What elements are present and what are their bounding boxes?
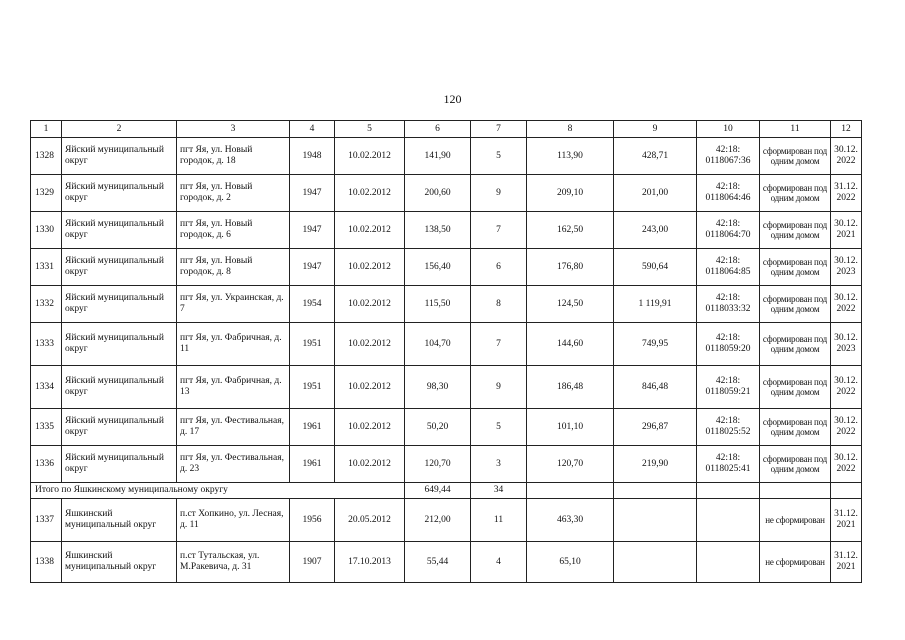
cell-area-3: 428,71	[614, 138, 697, 175]
table-row	[31, 366, 862, 409]
cell-people: 4	[471, 542, 527, 583]
cell-deadline: 30.12. 2022	[831, 409, 862, 446]
table-row	[31, 323, 862, 366]
cell-deadline: 31.12. 2022	[831, 175, 862, 212]
cell-district: Яшкинский муниципальный округ	[62, 499, 177, 542]
cell-people: 7	[471, 323, 527, 366]
table-row	[31, 212, 862, 249]
cell-area-3: 846,48	[614, 366, 697, 409]
total-empty-cell	[831, 483, 862, 499]
cell-district: Яйский муниципальный округ	[62, 286, 177, 323]
cell-year: 1948	[290, 138, 335, 175]
cell-area-total: 156,40	[405, 249, 471, 286]
cell-cadastral	[697, 499, 760, 542]
cell-row-number: 1331	[31, 249, 62, 286]
cell-area-total: 138,50	[405, 212, 471, 249]
cell-district: Яйский муниципальный округ	[62, 212, 177, 249]
column-header: 3	[177, 121, 290, 138]
cell-row-number: 1337	[31, 499, 62, 542]
cell-address: пгт Яя, ул. Фабричная, д. 11	[177, 323, 290, 366]
cell-deadline: 30.12. 2023	[831, 323, 862, 366]
cell-area-total: 50,20	[405, 409, 471, 446]
cell-address: п.ст Тутальская, ул. М.Ракевича, д. 31	[177, 542, 290, 583]
cell-area-total: 55,44	[405, 542, 471, 583]
cell-area-total: 120,70	[405, 446, 471, 483]
total-people: 34	[471, 483, 527, 499]
cell-people: 3	[471, 446, 527, 483]
column-header: 10	[697, 121, 760, 138]
cell-district: Яйский муниципальный округ	[62, 249, 177, 286]
column-header: 6	[405, 121, 471, 138]
cell-row-number: 1338	[31, 542, 62, 583]
cell-area-2: 120,70	[527, 446, 614, 483]
cell-people: 9	[471, 366, 527, 409]
cell-area-2: 186,48	[527, 366, 614, 409]
cell-district: Яйский муниципальный округ	[62, 323, 177, 366]
cell-year: 1907	[290, 542, 335, 583]
column-header: 7	[471, 121, 527, 138]
cell-status: сформирован под одним домом	[760, 366, 831, 409]
cell-area-3: 749,95	[614, 323, 697, 366]
cell-status: сформирован под одним домом	[760, 138, 831, 175]
cell-year: 1951	[290, 366, 335, 409]
cell-row-number: 1334	[31, 366, 62, 409]
cell-status: не сформирован	[760, 542, 831, 583]
cell-status: сформирован под одним домом	[760, 286, 831, 323]
housing-table	[30, 120, 862, 583]
cell-area-3: 590,64	[614, 249, 697, 286]
table-row	[31, 499, 862, 542]
cell-status: сформирован под одним домом	[760, 446, 831, 483]
cell-date: 10.02.2012	[335, 409, 405, 446]
cell-row-number: 1329	[31, 175, 62, 212]
cell-year: 1961	[290, 409, 335, 446]
cell-deadline: 31.12. 2021	[831, 542, 862, 583]
column-header: 4	[290, 121, 335, 138]
column-header: 1	[31, 121, 62, 138]
cell-area-3	[614, 499, 697, 542]
cell-district: Яйский муниципальный округ	[62, 175, 177, 212]
table-row	[31, 286, 862, 323]
cell-area-2: 65,10	[527, 542, 614, 583]
cell-address: пгт Яя, ул. Новый городок, д. 2	[177, 175, 290, 212]
cell-address: пгт Яя, ул. Фестивальная, д. 23	[177, 446, 290, 483]
cell-year: 1956	[290, 499, 335, 542]
cell-area-3	[614, 542, 697, 583]
total-row	[31, 483, 862, 499]
table-row	[31, 175, 862, 212]
cell-area-3: 296,87	[614, 409, 697, 446]
cell-deadline: 31.12. 2021	[831, 499, 862, 542]
cell-district: Яйский муниципальный округ	[62, 138, 177, 175]
column-header: 5	[335, 121, 405, 138]
cell-row-number: 1332	[31, 286, 62, 323]
cell-status: сформирован под одним домом	[760, 175, 831, 212]
cell-area-2: 176,80	[527, 249, 614, 286]
cell-area-3: 219,90	[614, 446, 697, 483]
column-header: 9	[614, 121, 697, 138]
cell-date: 10.02.2012	[335, 212, 405, 249]
cell-deadline: 30.12. 2021	[831, 212, 862, 249]
cell-area-2: 113,90	[527, 138, 614, 175]
cell-year: 1947	[290, 212, 335, 249]
cell-area-total: 200,60	[405, 175, 471, 212]
cell-people: 8	[471, 286, 527, 323]
cell-deadline: 30.12. 2022	[831, 138, 862, 175]
cell-people: 5	[471, 138, 527, 175]
cell-date: 10.02.2012	[335, 175, 405, 212]
cell-status: сформирован под одним домом	[760, 409, 831, 446]
cell-cadastral: 42:18: 0118033:32	[697, 286, 760, 323]
cell-area-2: 101,10	[527, 409, 614, 446]
table-row	[31, 249, 862, 286]
cell-row-number: 1330	[31, 212, 62, 249]
cell-people: 11	[471, 499, 527, 542]
cell-cadastral	[697, 542, 760, 583]
cell-cadastral: 42:18: 0118064:85	[697, 249, 760, 286]
cell-address: пгт Яя, ул. Новый городок, д. 6	[177, 212, 290, 249]
cell-year: 1951	[290, 323, 335, 366]
cell-date: 10.02.2012	[335, 366, 405, 409]
cell-date: 10.02.2012	[335, 446, 405, 483]
cell-area-total: 212,00	[405, 499, 471, 542]
cell-row-number: 1333	[31, 323, 62, 366]
cell-area-2: 463,30	[527, 499, 614, 542]
cell-address: пгт Яя, ул. Украинская, д. 7	[177, 286, 290, 323]
total-empty-cell	[697, 483, 760, 499]
cell-area-2: 124,50	[527, 286, 614, 323]
cell-district: Яйский муниципальный округ	[62, 409, 177, 446]
cell-year: 1961	[290, 446, 335, 483]
cell-status: сформирован под одним домом	[760, 249, 831, 286]
cell-deadline: 30.12. 2022	[831, 366, 862, 409]
cell-cadastral: 42:18: 0118025:52	[697, 409, 760, 446]
cell-date: 17.10.2013	[335, 542, 405, 583]
cell-area-total: 104,70	[405, 323, 471, 366]
total-label: Итого по Яшкинскому муниципальному округу	[31, 483, 405, 499]
cell-area-2: 209,10	[527, 175, 614, 212]
cell-area-3: 1 119,91	[614, 286, 697, 323]
cell-deadline: 30.12. 2022	[831, 446, 862, 483]
cell-cadastral: 42:18: 0118059:20	[697, 323, 760, 366]
cell-people: 9	[471, 175, 527, 212]
cell-cadastral: 42:18: 0118025:41	[697, 446, 760, 483]
cell-date: 10.02.2012	[335, 249, 405, 286]
cell-year: 1947	[290, 249, 335, 286]
cell-date: 10.02.2012	[335, 323, 405, 366]
cell-status: сформирован под одним домом	[760, 323, 831, 366]
cell-date: 10.02.2012	[335, 286, 405, 323]
total-area: 649,44	[405, 483, 471, 499]
column-header: 11	[760, 121, 831, 138]
cell-cadastral: 42:18: 0118067:36	[697, 138, 760, 175]
cell-area-total: 115,50	[405, 286, 471, 323]
cell-date: 10.02.2012	[335, 138, 405, 175]
cell-area-3: 243,00	[614, 212, 697, 249]
cell-area-3: 201,00	[614, 175, 697, 212]
cell-cadastral: 42:18: 0118064:70	[697, 212, 760, 249]
cell-area-total: 141,90	[405, 138, 471, 175]
table-row	[31, 542, 862, 583]
table-row	[31, 446, 862, 483]
cell-deadline: 30.12. 2022	[831, 286, 862, 323]
cell-area-total: 98,30	[405, 366, 471, 409]
cell-people: 5	[471, 409, 527, 446]
cell-address: пгт Яя, ул. Фестивальная, д. 17	[177, 409, 290, 446]
column-header: 12	[831, 121, 862, 138]
total-empty-cell	[614, 483, 697, 499]
cell-status: сформирован под одним домом	[760, 212, 831, 249]
cell-district: Яшкинский муниципальный округ	[62, 542, 177, 583]
cell-year: 1954	[290, 286, 335, 323]
cell-area-2: 162,50	[527, 212, 614, 249]
cell-row-number: 1336	[31, 446, 62, 483]
cell-year: 1947	[290, 175, 335, 212]
table-row	[31, 409, 862, 446]
column-header: 8	[527, 121, 614, 138]
table-header-row	[31, 121, 862, 138]
cell-district: Яйский муниципальный округ	[62, 366, 177, 409]
cell-area-2: 144,60	[527, 323, 614, 366]
total-empty-cell	[527, 483, 614, 499]
total-empty-cell	[760, 483, 831, 499]
cell-people: 6	[471, 249, 527, 286]
cell-deadline: 30.12. 2023	[831, 249, 862, 286]
table-row	[31, 138, 862, 175]
cell-row-number: 1328	[31, 138, 62, 175]
cell-cadastral: 42:18: 0118064:46	[697, 175, 760, 212]
page-number: 120	[443, 92, 462, 106]
cell-people: 7	[471, 212, 527, 249]
cell-address: пгт Яя, ул. Фабричная, д. 13	[177, 366, 290, 409]
cell-row-number: 1335	[31, 409, 62, 446]
cell-cadastral: 42:18: 0118059:21	[697, 366, 760, 409]
cell-district: Яйский муниципальный округ	[62, 446, 177, 483]
cell-date: 20.05.2012	[335, 499, 405, 542]
column-header: 2	[62, 121, 177, 138]
cell-address: п.ст Хопкино, ул. Лесная, д. 11	[177, 499, 290, 542]
cell-address: пгт Яя, ул. Новый городок, д. 18	[177, 138, 290, 175]
cell-status: не сформирован	[760, 499, 831, 542]
cell-address: пгт Яя, ул. Новый городок, д. 8	[177, 249, 290, 286]
